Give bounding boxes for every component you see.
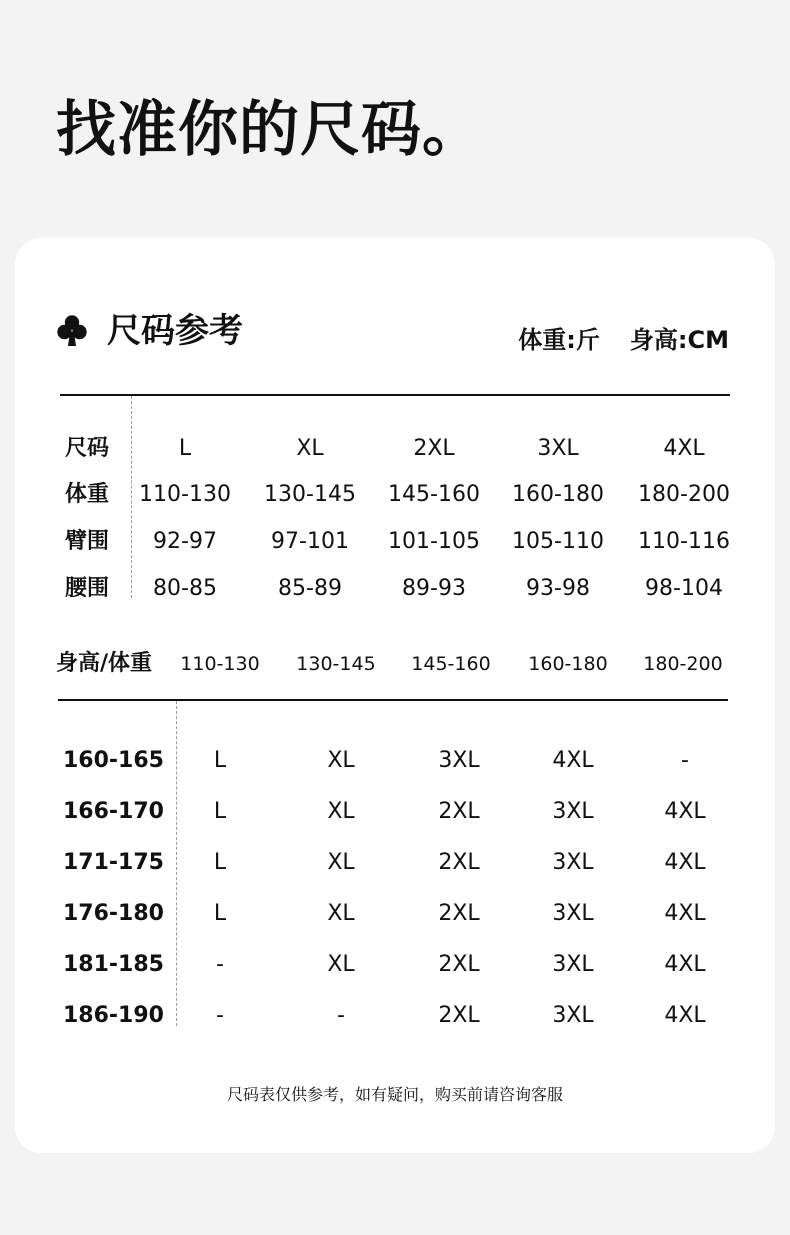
- size-table-cell: 105-110: [512, 529, 604, 554]
- matrix-cell: L: [213, 901, 227, 926]
- matrix-column-header: 180-200: [643, 653, 723, 675]
- size-table-cell: 101-105: [388, 529, 480, 554]
- size-table-cell: 180-200: [638, 482, 730, 507]
- size-table-cell: 85-89: [278, 576, 342, 601]
- matrix-column-header: 160-180: [528, 653, 608, 675]
- size-table-cell: 4XL: [663, 436, 705, 461]
- matrix-row: [15, 894, 775, 934]
- matrix-column-header: 130-145: [296, 653, 376, 675]
- matrix-cell: 3XL: [438, 748, 480, 773]
- matrix-cell: L: [213, 799, 227, 824]
- size-table-cell: 3XL: [537, 436, 579, 461]
- size-table-cell: 92-97: [153, 529, 217, 554]
- matrix-cell: XL: [327, 850, 355, 875]
- section-header: [57, 308, 243, 354]
- matrix-cell: 4XL: [664, 952, 706, 977]
- size-table-cell: XL: [296, 436, 324, 461]
- matrix-column-header: 145-160: [411, 653, 491, 675]
- size-table-cell: 80-85: [153, 576, 217, 601]
- matrix-cell: 2XL: [438, 1003, 480, 1028]
- matrix-row-label: 176-180: [63, 901, 164, 926]
- matrix-row: [15, 945, 775, 985]
- size-table-row: [15, 475, 775, 515]
- matrix-row: [15, 741, 775, 781]
- matrix-cell: 3XL: [552, 1003, 594, 1028]
- matrix-cell: 4XL: [552, 748, 594, 773]
- size-table-cell: 98-104: [645, 576, 723, 601]
- weight-unit: 体重:斤: [518, 326, 600, 354]
- matrix-cell: XL: [327, 799, 355, 824]
- club-icon: [57, 314, 87, 348]
- size-table-cell: 110-130: [139, 482, 231, 507]
- matrix-cell: L: [213, 850, 227, 875]
- matrix-cell: 2XL: [438, 850, 480, 875]
- matrix-row-label: 186-190: [63, 1003, 164, 1028]
- size-table-top-rule: [60, 394, 730, 396]
- matrix-row-label: 166-170: [63, 799, 164, 824]
- matrix-cell: XL: [327, 901, 355, 926]
- size-table-cell: 145-160: [388, 482, 480, 507]
- size-table-cell: 89-93: [402, 576, 466, 601]
- matrix-cell: -: [337, 1003, 345, 1028]
- matrix-cell: L: [213, 748, 227, 773]
- matrix-cell: 3XL: [552, 799, 594, 824]
- size-table-row-label: 体重: [65, 482, 110, 507]
- matrix-cell: 4XL: [664, 850, 706, 875]
- matrix-row-label: 160-165: [63, 748, 164, 773]
- size-table-row-label: 腰围: [65, 576, 110, 601]
- size-table-row: [15, 429, 775, 469]
- matrix-cell: -: [216, 952, 224, 977]
- size-table-row: [15, 569, 775, 609]
- size-table-row: [15, 522, 775, 562]
- footnote: 尺码表仅供参考，如有疑问，购买前请咨询客服: [226, 1085, 563, 1104]
- matrix-cell: XL: [327, 748, 355, 773]
- matrix-cell: -: [216, 1003, 224, 1028]
- size-table-row-label: 臂围: [65, 529, 110, 554]
- matrix-corner-label: 身高/体重: [56, 651, 153, 676]
- matrix-cell: 3XL: [552, 901, 594, 926]
- size-card: [15, 238, 775, 1153]
- matrix-top-rule: [58, 699, 728, 701]
- height-unit: 身高:CM: [629, 326, 729, 354]
- size-table-cell: 130-145: [264, 482, 356, 507]
- size-table-cell: 2XL: [413, 436, 455, 461]
- matrix-cell: 2XL: [438, 952, 480, 977]
- matrix-row: [15, 996, 775, 1036]
- page-title: 找准你的尺码。: [56, 95, 483, 165]
- matrix-row-label: 181-185: [63, 952, 164, 977]
- matrix-cell: -: [681, 748, 689, 773]
- size-table-cell: 110-116: [638, 529, 730, 554]
- size-table-cell: 97-101: [271, 529, 349, 554]
- matrix-cell: 4XL: [664, 901, 706, 926]
- matrix-header-row: [15, 644, 775, 684]
- matrix-cell: 2XL: [438, 799, 480, 824]
- matrix-cell: 2XL: [438, 901, 480, 926]
- size-table-cell: 160-180: [512, 482, 604, 507]
- matrix-cell: 3XL: [552, 850, 594, 875]
- size-table-cell: L: [178, 436, 192, 461]
- size-table-cell: 93-98: [526, 576, 590, 601]
- size-table-row-label: 尺码: [65, 436, 110, 461]
- matrix-cell: 4XL: [664, 1003, 706, 1028]
- matrix-row-label: 171-175: [63, 850, 164, 875]
- matrix-row: [15, 843, 775, 883]
- matrix-row: [15, 792, 775, 832]
- section-title: 尺码参考: [107, 311, 243, 351]
- matrix-cell: XL: [327, 952, 355, 977]
- matrix-cell: 4XL: [664, 799, 706, 824]
- matrix-cell: 3XL: [552, 952, 594, 977]
- matrix-column-header: 110-130: [180, 653, 260, 675]
- unit-legend: [518, 320, 729, 355]
